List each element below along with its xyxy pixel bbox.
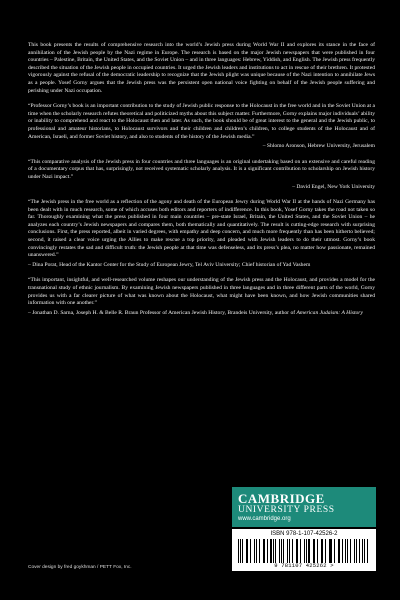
endorsement-attribution: – David Engel, New York University — [292, 183, 375, 190]
publisher-press: UNIVERSITY PRESS — [238, 505, 335, 515]
barcode-stripe — [334, 539, 335, 563]
endorsement-attribution: – Shlomo Aronson, Hebrew University, Jerusalem — [262, 143, 375, 150]
barcode-stripe — [364, 539, 365, 563]
barcode-stripe — [263, 539, 264, 563]
barcode-digits: 9 781107 425262 > — [274, 562, 334, 569]
barcode-stripe — [279, 539, 280, 563]
barcode-stripe — [242, 539, 243, 563]
barcode-stripe — [338, 539, 339, 563]
barcode-stripe — [308, 539, 309, 563]
barcode-stripe — [317, 539, 318, 563]
barcode-stripe — [350, 539, 351, 563]
endorsement-text: “Professor Gorny’s book is an important contribution to the study of Jewish public response to the Holocaust in the free world and in the Soviet Union at a time when the scholarly research refutes theoretical and politicized myths about this subject matter. Furthermore, Gorny explains major individuals’ ability or inability to comprehend and react to the Holocaust then and later. As such, the book should be of great interest to the general and the Jewish public, to professional and amateur historians, to Holocaust survivors and their children and children’s children, to college students of the Holocaust and of American, Israeli, and former Soviet history, and also to students of the history of the Jewish media.” — [28, 103, 375, 140]
barcode-stripe — [321, 539, 322, 563]
barcode-stripe — [362, 539, 363, 563]
barcode-stripe — [300, 539, 301, 563]
endorsement-attribution — [28, 310, 375, 318]
publisher-website: www.cambridge.org — [238, 516, 291, 522]
publisher-logo — [232, 487, 376, 527]
cover-design-credit: Cover design by fred goykhman / PETT Fox, Inc. — [28, 565, 132, 570]
barcode-panel — [232, 529, 376, 571]
barcode-stripe — [297, 539, 298, 563]
endorsement-attribution: – Dina Porat, Head of the Kantor Center for the Study of European Jewry, Tel Aviv University; Chief historian of Yad Vashem — [28, 261, 311, 268]
barcode-stripe — [283, 539, 284, 563]
endorsement-4 — [28, 277, 375, 317]
endorsement-text: “The Jewish press in the free world as a reflection of the agony and death of the European Jewry during World War II at the hands of Nazi Germany has been dealt with in much research, some of which accuses both editors and reporters of indifference. In this book, Yosef Gorny takes the road not taken so far. Thoroughly examining what the press published in four main countries – pre-state Israel, Britain, the United States, and the Soviet Union – he analyzes each country’s Jewish newspapers and compares them, both thematically and quantitatively. The result is cutting-edge research with surprising conclusions. First, the press reported, albeit in varied degrees, with empathy and deep concern, and much more frequently than has been hitherto believed; second, it raised a clear voice urging the Allies to make rescue a top priority, and pleaded with Jewish leaders to do their utmost. Gorny’s book convincingly restates the sad and difficult truth: the Jewish people at that time was defenseless, and its press’s plea, no matter how passionate, remained unanswered.” — [28, 199, 375, 259]
endorsement-text: “This comparative analysis of the Jewish press in four countries and three languages is an original undertaking based on an extensive and careful reading of a documentary corpus that has, surprisingly, not received systematic scholarly analysis. It is a significant contribution to scholarship on Jewish history under Nazi impact.” — [28, 158, 375, 180]
endorsement-1 — [28, 103, 375, 151]
endorsement-text: “This important, insightful, and well-researched volume reshapes our understanding of the Jewish press and the Holocaust, and provides a model for the transnational study of ethnic journalism. By examining Jewish newspapers published in three languages and in three different parts of the world, Gorny provides us with a far clearer picture of what was known about the Holocaust, what might have been known, and how Jewish communities shared information with one another.” — [28, 277, 375, 307]
barcode-stripe — [322, 539, 323, 563]
barcode-stripe — [264, 539, 265, 563]
barcode-stripe — [247, 539, 248, 563]
barcode-stripe — [345, 539, 346, 563]
barcode-stripe — [275, 539, 276, 563]
endorsement-2 — [28, 159, 375, 191]
barcode-stripe — [273, 539, 274, 563]
barcode-stripe — [354, 539, 355, 563]
book-description: This book presents the results of comprehensive research into the world’s Jewish press during World War II and explores its stance in the face of annihilation of the Jewish people by the Nazi regime in Europe. The research is based on the major Jewish newspapers that were published in four countries – Palestine, Britain, the United States, and the Soviet Union – and in three languages: Hebrew, Yiddish, and English. The Jewish press frequently described the situation of the Jewish people in occupied countries. It urged the Jewish leaders and institutions to act in rescue of their brethren. It protested vigorously against the refusal of the democratic leadership to recognize that the Jewish plight was unique because of the Nazi intention to annihilate Jews as a people. Yosef Gorny argues that the Jewish press was the persistent open national voice fighting on behalf of the Jewish people suffering and perishing under Nazi occupation. — [28, 42, 375, 94]
isbn-label: ISBN 978-1-107-42526-2 — [270, 531, 338, 537]
barcode-stripe — [304, 539, 305, 563]
barcode-stripe — [306, 539, 307, 563]
barcode-stripe — [292, 539, 293, 563]
barcode-stripe — [330, 539, 331, 563]
barcode-stripe — [296, 539, 297, 563]
barcode-stripe — [329, 539, 330, 563]
barcode-stripe — [325, 539, 326, 563]
barcode-stripe — [240, 539, 241, 563]
barcode-stripe — [347, 539, 348, 563]
barcode-stripe — [238, 539, 239, 563]
barcode-stripe — [339, 539, 340, 563]
barcode-stripe — [289, 539, 290, 563]
attribution-text: – Jonathan D. Sarna, Joseph H. & Belle R. Braun Professor of American Jewish History, Brandeis University, author of — [28, 309, 296, 316]
endorsement-3 — [28, 199, 375, 269]
barcode-stripe — [259, 539, 260, 563]
barcode-stripe — [267, 539, 268, 563]
barcode-stripe — [359, 539, 360, 563]
publisher-name: CAMBRIDGE — [238, 491, 325, 506]
barcode-stripe — [254, 539, 255, 563]
barcode-stripe — [342, 539, 343, 563]
barcode-stripe — [256, 539, 257, 563]
barcode-stripe — [287, 539, 288, 563]
barcode-stripe — [367, 539, 368, 563]
barcode-stripe — [314, 539, 315, 563]
barcode-stripe — [281, 539, 282, 563]
barcode-icon — [238, 539, 370, 563]
barcode-stripe — [250, 539, 251, 563]
barcode-stripe — [356, 539, 357, 563]
barcode-stripe — [270, 539, 271, 563]
attribution-book-title: American Judaism: A History — [296, 309, 363, 316]
barcode-stripe — [246, 539, 247, 563]
barcode-stripe — [313, 539, 314, 563]
